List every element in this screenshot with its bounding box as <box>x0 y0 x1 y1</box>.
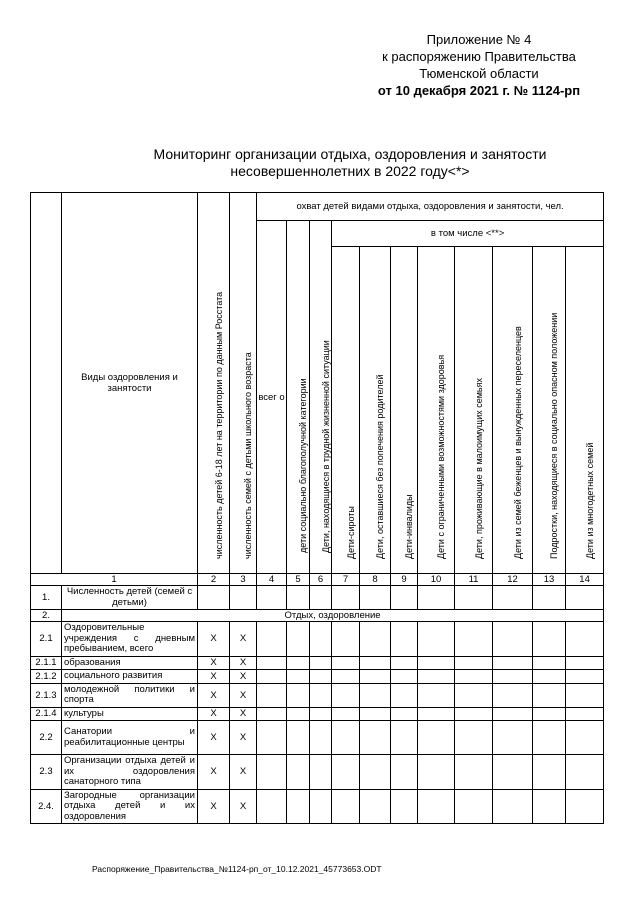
table-row <box>31 586 604 610</box>
row-name: социального развития <box>62 670 198 684</box>
cell-empty <box>566 755 604 790</box>
cell-empty <box>332 586 360 610</box>
row-name: Оздоровительные учреждения с дневным пребыванием, всего <box>62 622 198 657</box>
table-row <box>31 670 604 684</box>
table-row <box>31 683 604 707</box>
cell-value: Х <box>230 789 257 824</box>
cell-empty <box>455 670 493 684</box>
cell-empty <box>310 622 332 657</box>
cell-empty <box>455 656 493 670</box>
cell-empty <box>257 586 287 610</box>
cell-value: Х <box>230 656 257 670</box>
col-number: 13 <box>533 574 566 586</box>
header-coverage: охват детей видами отдыха, оздоровления и занятости, чел. <box>257 193 604 221</box>
header-limited-health: Дети с ограниченными возможностями здоровья <box>418 247 455 574</box>
cell-empty <box>418 721 455 755</box>
cell-empty <box>533 670 566 684</box>
document-header <box>364 31 594 99</box>
cell-empty <box>493 707 533 721</box>
cell-empty <box>418 789 455 824</box>
cell-empty <box>391 656 418 670</box>
header-dangerous: Подростки, находящиеся в социально опасном положении <box>533 247 566 574</box>
cell-value: Х <box>230 683 257 707</box>
cell-empty <box>332 670 360 684</box>
table-row <box>31 610 604 622</box>
cell-empty <box>566 789 604 824</box>
col-number: 7 <box>332 574 360 586</box>
row-number: 2.1.1 <box>31 656 62 670</box>
cell-empty <box>566 721 604 755</box>
cell-empty <box>391 721 418 755</box>
table-row <box>31 755 604 790</box>
header-line-1: Приложение № 4 <box>426 32 532 47</box>
col-number: 3 <box>230 574 257 586</box>
col-number: 2 <box>198 574 230 586</box>
cell-empty <box>360 721 391 755</box>
col-number: 8 <box>360 574 391 586</box>
cell-empty <box>287 586 310 610</box>
header-large-families: Дети из многодетных семей <box>566 247 604 574</box>
cell-empty <box>533 721 566 755</box>
row-name: молодежной политики и спорта <box>62 683 198 707</box>
cell-value: Х <box>230 721 257 755</box>
cell-empty <box>332 622 360 657</box>
cell-empty <box>287 656 310 670</box>
cell-empty <box>310 656 332 670</box>
cell-empty <box>310 789 332 824</box>
cell-empty <box>566 586 604 610</box>
cell-empty <box>455 789 493 824</box>
cell-value: Х <box>198 721 230 755</box>
cell-value: Х <box>198 683 230 707</box>
header-children-count: численность детей 6-18 лет на территории по данным Росстата <box>198 193 230 574</box>
cell-empty <box>566 683 604 707</box>
cell-empty <box>533 586 566 610</box>
cell-value: Х <box>198 670 230 684</box>
cell-value <box>198 586 230 610</box>
row-name: Численность детей (семей с детьми) <box>62 586 198 610</box>
cell-empty <box>360 683 391 707</box>
cell-empty <box>566 622 604 657</box>
header-line-2: к распоряжению Правительства <box>382 49 576 64</box>
cell-value: Х <box>230 622 257 657</box>
cell-empty <box>533 622 566 657</box>
cell-empty <box>310 683 332 707</box>
cell-empty <box>566 670 604 684</box>
cell-empty <box>493 683 533 707</box>
cell-empty <box>257 622 287 657</box>
row-name: культуры <box>62 707 198 721</box>
cell-empty <box>418 755 455 790</box>
cell-empty <box>418 656 455 670</box>
cell-empty <box>455 683 493 707</box>
cell-empty <box>493 670 533 684</box>
cell-empty <box>310 670 332 684</box>
col-number: 14 <box>566 574 604 586</box>
row-number: 2.2 <box>31 721 62 755</box>
cell-empty <box>310 586 332 610</box>
header-no-parents: Дети, оставшиеся без попечения родителей <box>360 247 391 574</box>
col-number: 12 <box>493 574 533 586</box>
monitoring-table <box>30 192 604 824</box>
header-kinds: Виды оздоровления и занятости <box>62 193 198 574</box>
row-number: 1. <box>31 586 62 610</box>
cell-empty <box>332 721 360 755</box>
cell-empty <box>455 707 493 721</box>
cell-empty <box>257 683 287 707</box>
cell-empty <box>418 586 455 610</box>
cell-empty <box>566 707 604 721</box>
cell-empty <box>287 721 310 755</box>
table-row <box>31 622 604 657</box>
cell-empty <box>360 707 391 721</box>
cell-empty <box>257 656 287 670</box>
cell-empty <box>533 789 566 824</box>
section-title: Отдых, оздоровление <box>62 610 604 622</box>
cell-empty <box>493 622 533 657</box>
cell-value <box>230 586 257 610</box>
header-line-3: Тюменской области <box>419 66 539 81</box>
row-name: Загородные организации отдыха детей и их оздоровления <box>62 789 198 824</box>
cell-empty <box>287 789 310 824</box>
cell-empty <box>566 656 604 670</box>
cell-empty <box>257 789 287 824</box>
header-including: в том числе <**> <box>332 221 604 247</box>
cell-empty <box>533 656 566 670</box>
cell-empty <box>360 622 391 657</box>
cell-empty <box>360 586 391 610</box>
cell-empty <box>360 755 391 790</box>
header-total: всег о <box>257 221 287 574</box>
cell-empty <box>310 721 332 755</box>
cell-empty <box>455 586 493 610</box>
col-number: 5 <box>287 574 310 586</box>
title-line-2: несовершеннолетних в 2022 году<*> <box>230 163 470 179</box>
cell-empty <box>493 656 533 670</box>
row-name: образования <box>62 656 198 670</box>
cell-value: Х <box>198 707 230 721</box>
cell-empty <box>332 707 360 721</box>
table-row <box>31 707 604 721</box>
header-refugees: Дети из семей беженцев и вынужденных переселенцев <box>493 247 533 574</box>
cell-empty <box>455 622 493 657</box>
row-number: 2.4. <box>31 789 62 824</box>
row-number: 2.1.4 <box>31 707 62 721</box>
header-low-income: Дети, проживающие в малоимущих семьях <box>455 247 493 574</box>
row-number: 2. <box>31 610 62 622</box>
cell-empty <box>360 656 391 670</box>
cell-empty <box>391 683 418 707</box>
cell-empty <box>332 755 360 790</box>
column-numbers-row <box>31 574 604 586</box>
cell-empty <box>287 670 310 684</box>
cell-empty <box>418 622 455 657</box>
document-title <box>100 146 600 180</box>
row-name: Организации отдыха детей и их оздоровления санаторного типа <box>62 755 198 790</box>
cell-empty <box>533 707 566 721</box>
cell-value: Х <box>198 622 230 657</box>
row-number: 2.1.2 <box>31 670 62 684</box>
cell-empty <box>391 622 418 657</box>
row-name: Санатории и реабилитационные центры <box>62 721 198 755</box>
header-families: численность семей с детьми школьного возраста <box>230 193 257 574</box>
cell-empty <box>257 707 287 721</box>
cell-empty <box>257 721 287 755</box>
header-social-ok: дети социально благополучной категории <box>287 221 310 574</box>
cell-empty <box>391 755 418 790</box>
row-number: 2.1 <box>31 622 62 657</box>
header-disabled: Дети-инвалиды <box>391 247 418 574</box>
cell-empty <box>493 789 533 824</box>
cell-empty <box>360 789 391 824</box>
col-number: 4 <box>257 574 287 586</box>
cell-empty <box>533 755 566 790</box>
col-number: 10 <box>418 574 455 586</box>
cell-empty <box>533 683 566 707</box>
row-number: 2.3 <box>31 755 62 790</box>
cell-empty <box>310 755 332 790</box>
cell-empty <box>455 721 493 755</box>
cell-empty <box>257 755 287 790</box>
cell-empty <box>287 622 310 657</box>
header-orphans: Дети-сироты <box>332 247 360 574</box>
cell-empty <box>391 586 418 610</box>
header-line-4: от 10 декабря 2021 г. № 1124-рп <box>377 83 581 98</box>
table-row <box>31 789 604 824</box>
cell-value: Х <box>198 755 230 790</box>
header-hard-situation: Дети, находящиеся в трудной жизненной ситуации <box>310 221 332 574</box>
col-number: 6 <box>310 574 332 586</box>
cell-empty <box>455 755 493 790</box>
col-number: 9 <box>391 574 418 586</box>
footer-filename: Распоряжение_Правительства_№1124-рп_от_10.12.2021_45773653.ODT <box>92 864 382 874</box>
col-number: 11 <box>455 574 493 586</box>
table-body <box>31 586 604 824</box>
cell-empty <box>391 670 418 684</box>
cell-empty <box>418 670 455 684</box>
cell-empty <box>493 755 533 790</box>
cell-value: Х <box>230 707 257 721</box>
cell-empty <box>391 707 418 721</box>
cell-empty <box>360 670 391 684</box>
cell-empty <box>493 721 533 755</box>
cell-empty <box>287 755 310 790</box>
cell-empty <box>287 707 310 721</box>
cell-value: Х <box>230 670 257 684</box>
col-number: 1 <box>31 574 198 586</box>
table-row <box>31 721 604 755</box>
cell-empty <box>391 789 418 824</box>
row-number: 2.1.3 <box>31 683 62 707</box>
cell-empty <box>418 707 455 721</box>
cell-empty <box>332 683 360 707</box>
cell-value: Х <box>198 656 230 670</box>
cell-empty <box>418 683 455 707</box>
cell-value: Х <box>198 789 230 824</box>
cell-empty <box>332 656 360 670</box>
cell-value: Х <box>230 755 257 790</box>
table-row <box>31 656 604 670</box>
cell-empty <box>287 683 310 707</box>
cell-empty <box>310 707 332 721</box>
cell-empty <box>332 789 360 824</box>
title-line-1: Мониторинг организации отдыха, оздоровления и занятости <box>153 146 547 162</box>
cell-empty <box>493 586 533 610</box>
cell-empty <box>257 670 287 684</box>
